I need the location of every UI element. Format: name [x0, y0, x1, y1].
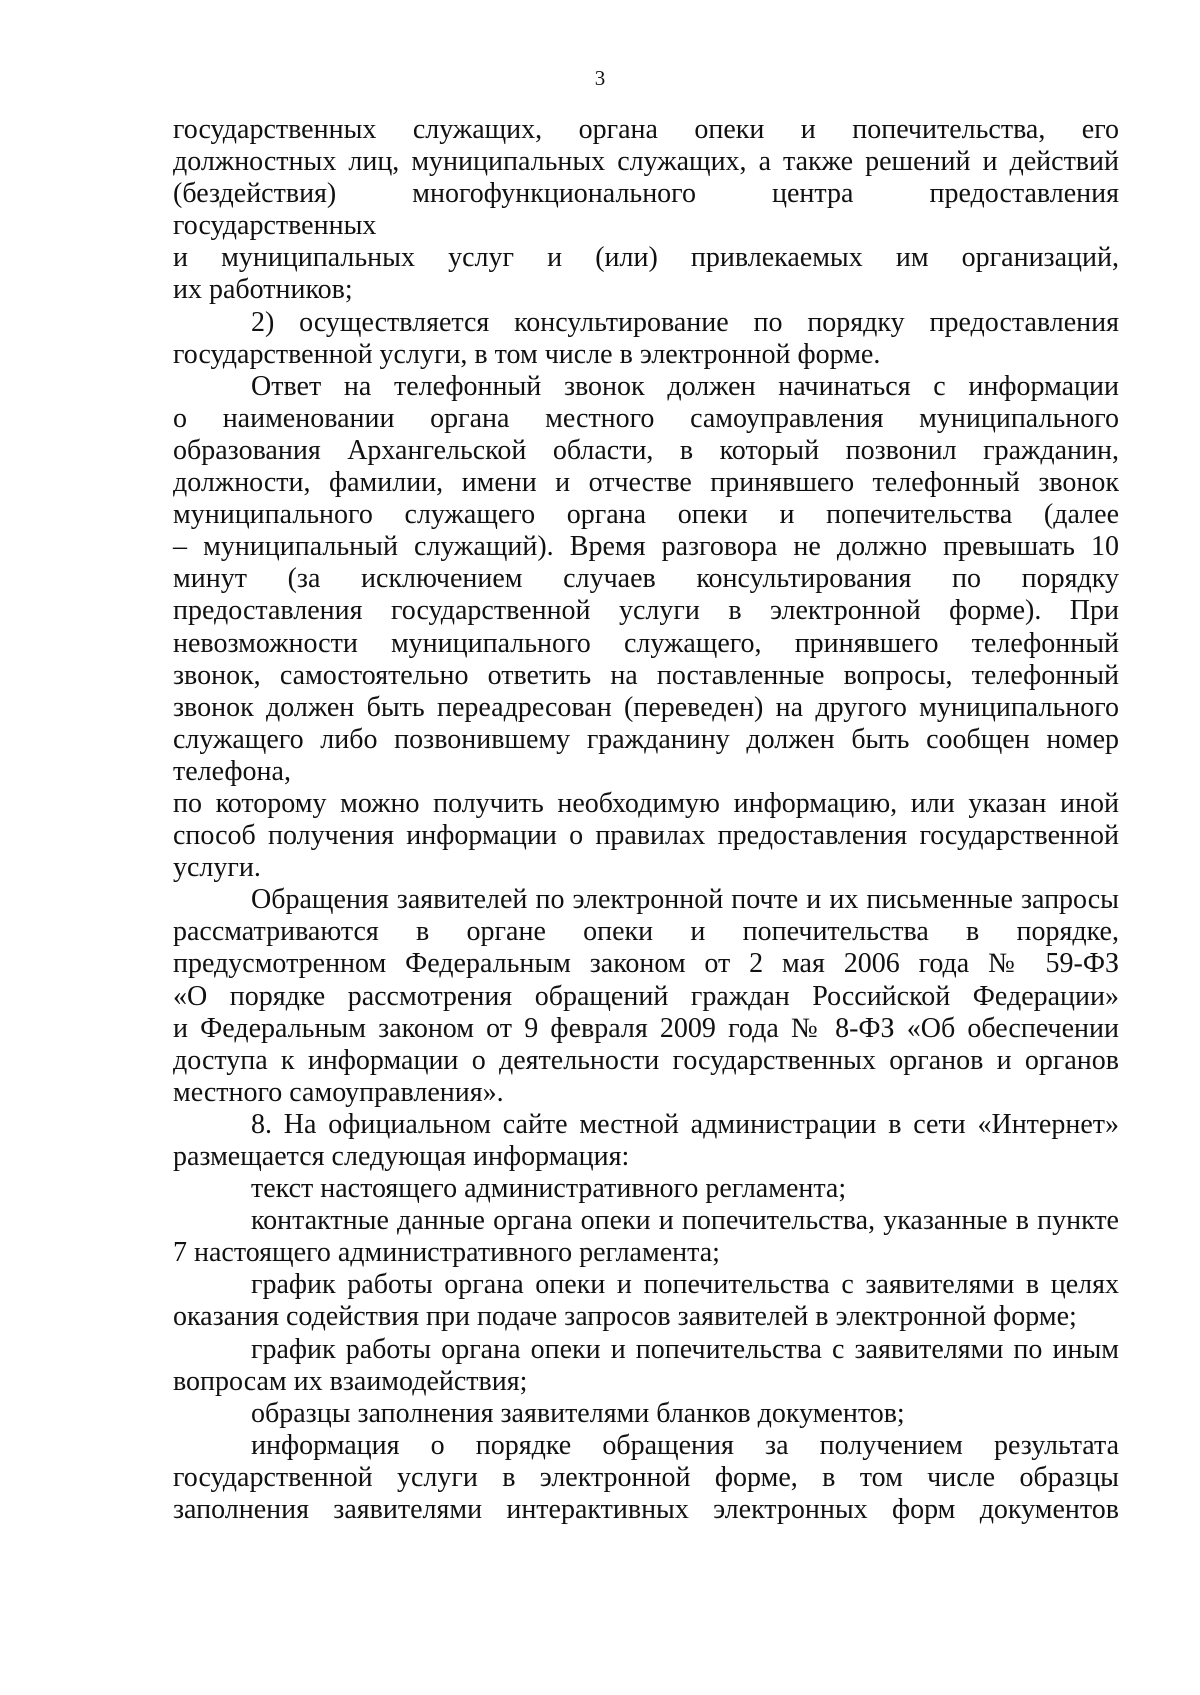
- text-line: служащего либо позвонившему гражданину должен быть сообщен номер: [173, 723, 1119, 755]
- text-line: о наименовании органа местного самоуправления муниципального: [173, 402, 1119, 434]
- text-line: услуги.: [173, 852, 261, 884]
- text-line: государственной услуги в электронной форме, в том числе образцы: [173, 1461, 1119, 1493]
- text-line: местного самоуправления».: [173, 1076, 504, 1108]
- text-line: доступа к информации о деятельности государственных органов и органов: [173, 1044, 1119, 1076]
- text-line: 2) осуществляется консультирование по порядку предоставления: [251, 306, 1119, 338]
- text-line: должностных лиц, муниципальных служащих, а также решений и действий: [173, 146, 1119, 178]
- document-body: [173, 114, 1119, 1526]
- text-line: текст настоящего административного регламента;: [251, 1173, 847, 1205]
- text-line: график работы органа опеки и попечительства с заявителями в целях: [251, 1269, 1119, 1301]
- text-line: 7 настоящего административного регламента;: [173, 1237, 720, 1269]
- text-line: Ответ на телефонный звонок должен начинаться с информации: [251, 370, 1119, 402]
- text-line: заполнения заявителями интерактивных электронных форм документов: [173, 1494, 1119, 1526]
- text-line: должности, фамилии, имени и отчестве принявшего телефонный звонок: [173, 467, 1119, 499]
- text-line: образования Архангельской области, в который позвонил гражданин,: [173, 434, 1119, 466]
- text-line: государственных: [173, 210, 377, 242]
- text-line: рассматриваются в органе опеки и попечительства в порядке,: [173, 916, 1119, 948]
- text-line: предусмотренном Федеральным законом от 2 мая 2006 года № 59-ФЗ: [173, 948, 1119, 980]
- text-line: «О порядке рассмотрения обращений граждан Российской Федерации»: [173, 980, 1119, 1012]
- text-line: оказания содействия при подаче запросов заявителей в электронной форме;: [173, 1301, 1077, 1333]
- text-line: – муниципальный служащий). Время разговора не должно превышать 10: [173, 531, 1119, 563]
- text-line: образцы заполнения заявителями бланков документов;: [251, 1397, 905, 1429]
- text-line: государственных служащих, органа опеки и попечительства, его: [173, 114, 1119, 145]
- text-line: государственной услуги, в том числе в электронной форме.: [173, 338, 881, 370]
- text-line: размещается следующая информация:: [173, 1141, 630, 1172]
- text-line: их работников;: [173, 274, 353, 306]
- text-line: Обращения заявителей по электронной почте и их письменные запросы: [251, 884, 1119, 916]
- text-line: информация о порядке обращения за получением результата: [251, 1429, 1119, 1461]
- text-line: по которому можно получить необходимую информацию, или указан иной: [173, 787, 1119, 819]
- page-number: 3: [594, 66, 606, 90]
- text-line: звонок, самостоятельно ответить на поставленные вопросы, телефонный: [173, 659, 1119, 691]
- text-line: контактные данные органа опеки и попечительства, указанные в пункте: [251, 1205, 1119, 1237]
- text-line: вопросам их взаимодействия;: [173, 1365, 528, 1397]
- text-line: и муниципальных услуг и (или) привлекаемых им организаций,: [173, 242, 1119, 274]
- text-line: невозможности муниципального служащего, принявшего телефонный: [173, 627, 1119, 659]
- text-line: муниципального служащего органа опеки и попечительства (далее: [173, 499, 1119, 531]
- text-line: способ получения информации о правилах предоставления государственной: [173, 820, 1119, 852]
- text-line: звонок должен быть переадресован (переведен) на другого муниципального: [173, 691, 1119, 723]
- text-line: (бездействия) многофункционального центра предоставления: [173, 178, 1119, 210]
- text-line: минут (за исключением случаев консультирования по порядку: [173, 563, 1119, 595]
- text-line: предоставления государственной услуги в электронной форме). При: [173, 595, 1119, 627]
- text-line: телефона,: [173, 755, 291, 787]
- text-line: график работы органа опеки и попечительства с заявителями по иным: [251, 1333, 1119, 1365]
- text-line: 8. На официальном сайте местной администрации в сети «Интернет»: [251, 1108, 1119, 1140]
- text-line: и Федеральным законом от 9 февраля 2009 года № 8-ФЗ «Об обеспечении: [173, 1012, 1119, 1044]
